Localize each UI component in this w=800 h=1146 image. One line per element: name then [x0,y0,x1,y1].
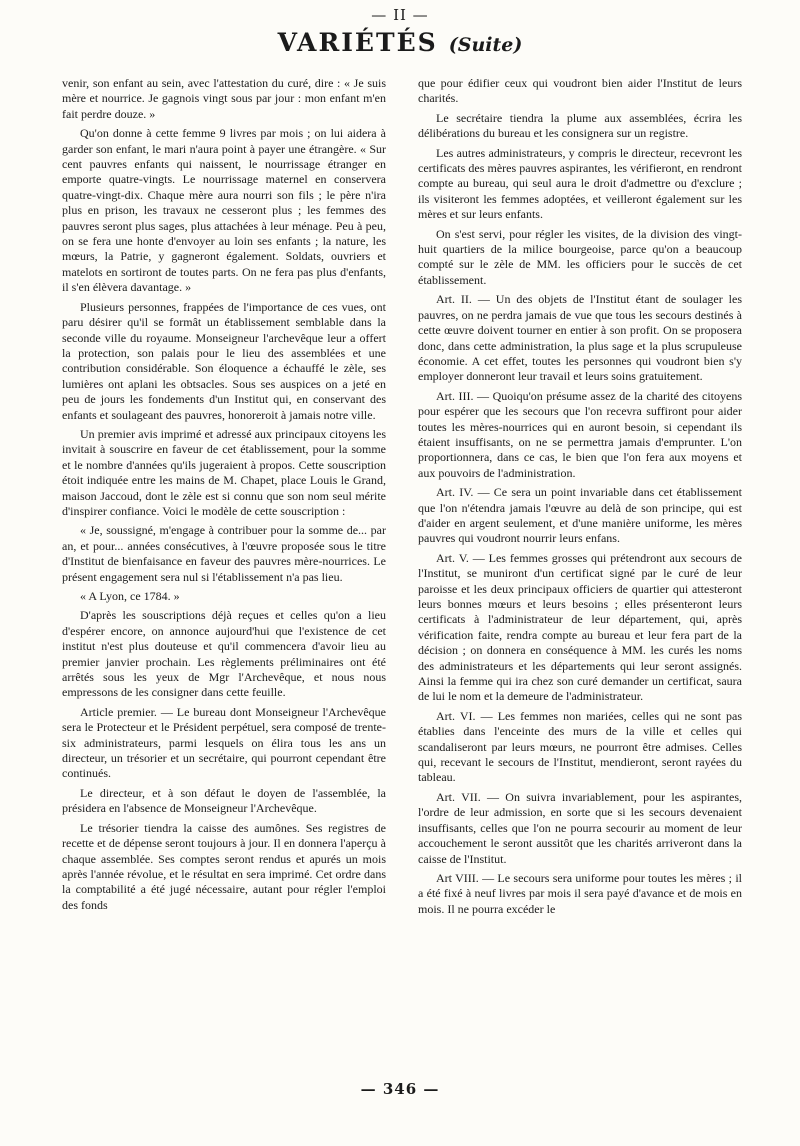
page-number: — 346 — [360,1080,440,1098]
article-6: Art. VI. — Les femmes non mariées, celles qui ne sont pas établies dans l'enceinte des murs de la ville et celles qui scandaliseront par leurs mœurs, ne pourront être admises. Celles qui, recevant le secours de l'Institut, mendieront, seront rayées du tableau. [418,708,742,785]
text-columns [62,76,742,1081]
article-1: Article premier. — Le bureau dont Monseigneur l'Archevêque sera le Protecteur et le Président perpétuel, sera composé de trente-six administrateurs, parmi lesquels on élira tous les ans un directeur, un trésorier et un secrétaire, qui pourront cependant être continués. [62,704,386,781]
paragraph: venir, son enfant au sein, avec l'attestation du curé, dire : « Je suis mère et nourrice. Je gagnois vingt sous par jour : mon enfant m'en fait perdre douze. » [62,76,386,121]
article-5: Art. V. — Les femmes grosses qui prétendront aux secours de l'Institut, se muniront d'un certificat signé par le curé de leur paroisse et les deux principaux officiers de quartier qui attesteront leurs bonnes mœurs et leurs besoins ; elles présenteront leurs certificats à l'administrateur de leur département, qui, après vérification faite, rendra compte au bureau et leur fera part de la décision ; on donnera en conséquence à MM. les curés les noms des administrateurs et les départements qui leur seront assignés. Ainsi la femme qui ira chez son curé demander un certificat, saura de lui le nom et la demeure de l'administrateur. [418,550,742,704]
page-heading [0,28,800,57]
article-7: Art. VII. — On suivra invariablement, pour les aspirantes, l'ordre de leur admission, en sorte que si les secours devenaient insuffisants, celles que l'on ne pourra secourir au moment de leur accouchement le seront aussitôt que les charités arriveront dans la caisse de l'Institut. [418,789,742,866]
paragraph: On s'est servi, pour régler les visites, de la division des vingt-huit quartiers de la milice bourgeoise, parce qu'on a beaucoup compté sur le zèle de MM. les officiers pour le succès de cet établissement. [418,226,742,287]
article-3: Art. III. — Quoiqu'on présume assez de la charité des citoyens pour espérer que les secours que l'on recevra suffiront pour aider toutes les mères-nourrices qui en auront besoin, si cependant ils étaient insuffisants, on ne se permettra jamais d'emprunter. L'on proportionnera, dans ce cas, le bien que l'on fera aux moyens et aux pouvoirs de l'administration. [418,388,742,480]
paragraph: Qu'on donne à cette femme 9 livres par mois ; on lui aidera à garder son enfant, le mari n'aura point à payer une étrangère. « Sur cent pauvres enfants qui naissent, le nourrissage étranger en emporte quatre-vingts. Le nourrissage maternel en conservera quatre-vingt-dix. Chaque mère aura nourri son fils ; le père n'ira plus en prison, les travaux ne cesseront plus ; les femmes des pauvres seront plus sages, plus attachées à leur ménage. Peu à peu, on se fera une honte d'envoyer au loin ses enfants ; la nature, les mœurs, la Patrie, y gagneront également. Soldats, ouvriers et matelots en sortiront de toutes parts. On ne fera pas plus d'enfants, il s'en élèvera davantage. » [62,126,386,295]
page-subtitle: (Suite) [448,34,523,56]
article-8: Art VIII. — Le secours sera uniforme pour toutes les mères ; il a été fixé à neuf livres par mois il sera payé d'avance et de mois en mois. Il ne pourra excéder le [418,870,742,916]
paragraph: D'après les souscriptions déjà reçues et celles qu'on a lieu d'espérer encore, on annonce aujourd'hui que l'existence de cet institut n'est plus douteuse et qu'il commencera d'avoir lieu au premier janvier prochain. Les règlements préliminaires ont été arrêtés sous les yeux de Mgr l'Archevêque, et nous nous empressons de les consigner dans cette feuille. [62,608,386,700]
left-column [62,76,386,1081]
paragraph: Le secrétaire tiendra la plume aux assemblées, écrira les délibérations du bureau et les consignera sur un registre. [418,110,742,141]
page-title: VARIÉTÉS [277,28,438,57]
section-page-marker: — II — [371,6,429,24]
paragraph: Plusieurs personnes, frappées de l'importance de ces vues, ont paru désirer qu'il se formât un établissement semblable dans la seconde ville du royaume. Monseigneur l'archevêque leur a offert la protection, son palais pour le lieu des assemblées et une contribution considérable. Son éloquence a échauffé le zèle, ses lumières ont aplani les obtsacles. Sous ses auspices on a jeté en peu de jours les fondements d'un Institut qui, en conservant des enfants et soulageant des pauvres, honoreroit à jamais notre ville. [62,299,386,422]
subscription-form-text: « Je, soussigné, m'engage à contribuer pour la somme de... par an, et pour... années consécutives, à l'œuvre proposée sous le titre d'Institut de bienfaisance en faveur des pauvres mère-nourrices. Le présent engagement sera nul si l'établissement n'a pas lieu. [62,523,386,584]
subscription-date-line: « A Lyon, ce 1784. » [80,589,180,603]
article-2: Art. II. — Un des objets de l'Institut étant de soulager les pauvres, on ne perdra jamais de vue que tous les secours destinés à cette œuvre doivent tourner en entier à son profit. On se proposera donc, dans cette administration, la plus sage et la plus scrupuleuse économie. A cet effet, toutes les personnes qui voudront bien s'y employer donneront leur travail et leurs soins gratuitement. [418,292,742,384]
paragraph: Le trésorier tiendra la caisse des aumônes. Ses registres de recette et de dépense seront toujours à jour. Il en donnera l'aperçu à chaque assemblée. Ses comptes seront rendus et apurés un mois après l'année révolue, et le résultat en sera imprimé. Cet ordre dans la comptabilité a été jugé nécessaire, autant pour régler l'emploi des fonds [62,820,386,912]
right-column [418,76,742,1081]
paragraph: Les autres administrateurs, y compris le directeur, recevront les certificats des mères pauvres aspirantes, les vérifieront, en rendront compte au bureau, qui seul aura le droit d'admettre ou d'exclure ; ils visiteront les femmes adoptées, et veilleront également sur les mères et sur leurs enfants. [418,145,742,222]
paragraph: que pour édifier ceux qui voudront bien aider l'Institut de leurs charités. [418,76,742,106]
article-4: Art. IV. — Ce sera un point invariable dans cet établissement que l'on n'étendra jamais l'œuvre au delà de son principe, qui est d'aider en argent seulement, et d'une manière uniforme, les mères pauvres qui voudront nourrir leurs enfans. [418,485,742,546]
paragraph: Le directeur, et à son défaut le doyen de l'assemblée, la présidera en l'absence de Monseigneur l'Archevêque. [62,785,386,816]
paragraph: Un premier avis imprimé et adressé aux principaux citoyens les invitait à souscrire en faveur de cet établissement, pour la somme et le nombre d'années qu'ils jugeraient à propos. Cette souscription étoit indiquée entre les mains de M. Chapet, place Louis le Grand, maison Jaccoud, dont le zèle est si connu que son nom seul mérite d'inspirer confiance. Voici le modèle de cette souscription : [62,426,386,518]
